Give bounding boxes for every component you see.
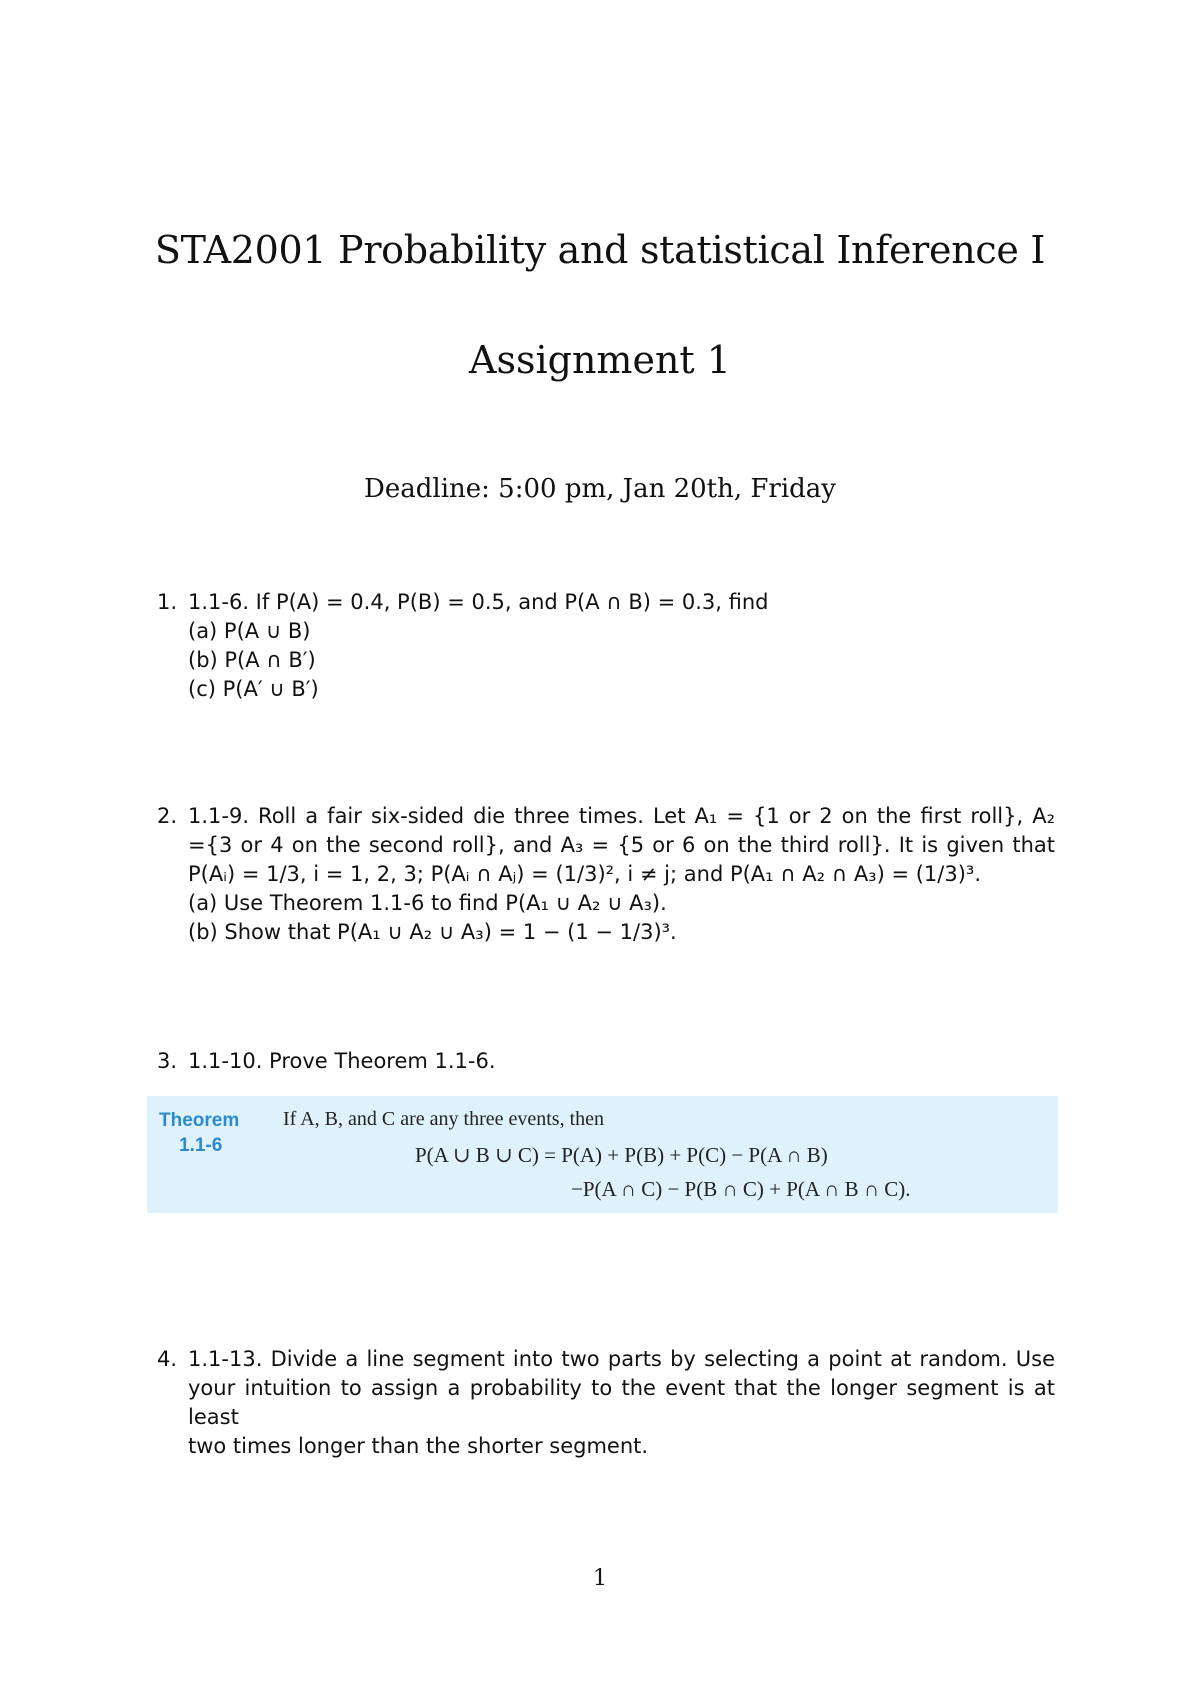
problem-body	[188, 1047, 1055, 1076]
theorem-statement: If A, B, and C are any three events, then	[283, 1108, 605, 1130]
problem-text-line: 1.1-10. Prove Theorem 1.1-6.	[188, 1049, 496, 1073]
problem-2	[157, 802, 1055, 947]
problem-number: 4.	[157, 1347, 178, 1371]
theorem-label	[159, 1108, 259, 1158]
theorem-label-number: 1.1-6	[179, 1135, 223, 1156]
theorem-box	[147, 1096, 1058, 1213]
document-title: STA2001 Probability and statistical Inference I	[154, 228, 1046, 272]
problem-part-c: (c) P(A′ ∪ B′)	[188, 677, 319, 701]
problem-number: 3.	[157, 1049, 178, 1073]
problem-body	[188, 802, 1055, 947]
problem-number: 1.	[157, 590, 178, 614]
problem-text-line: P(Aᵢ) = 1/3, i = 1, 2, 3; P(Aᵢ ∩ Aⱼ) = (1/3)², i ≠ j; and P(A₁ ∩ A₂ ∩ A₃) = (1/3)³.	[188, 862, 982, 886]
problem-body	[188, 1345, 1055, 1461]
problem-body	[188, 588, 1055, 704]
problem-text-line: your intuition to assign a probability to the event that the longer segment is at least	[188, 1376, 1055, 1429]
problem-number: 2.	[157, 804, 178, 828]
problem-4	[157, 1345, 1055, 1461]
theorem-equation-line-2: −P(A ∩ C) − P(B ∩ C) + P(A ∩ B ∩ C).	[571, 1177, 911, 1201]
theorem-equation-line-1: P(A ∪ B ∪ C) = P(A) + P(B) + P(C) − P(A ∩ B)	[415, 1143, 828, 1167]
problem-text-line: 1.1-9. Roll a fair six-sided die three times. Let A₁ = {1 or 2 on the first roll}, A₂	[188, 804, 1055, 828]
problem-part-a: (a) Use Theorem 1.1-6 to find P(A₁ ∪ A₂ ∪ A₃).	[188, 891, 667, 915]
problem-3	[157, 1047, 1055, 1076]
problem-text-line: ={3 or 4 on the second roll}, and A₃ = {5 or 6 on the third roll}. It is given that	[188, 833, 1055, 857]
problem-text-line: 1.1-6. If P(A) = 0.4, P(B) = 0.5, and P(A ∩ B) = 0.3, find	[188, 590, 769, 614]
problem-part-b: (b) P(A ∩ B′)	[188, 648, 316, 672]
deadline-text: Deadline: 5:00 pm, Jan 20th, Friday	[364, 474, 836, 504]
assignment-title: Assignment 1	[469, 338, 731, 382]
page-number: 1	[593, 1566, 607, 1591]
problem-text-line: two times longer than the shorter segment.	[188, 1434, 649, 1458]
problem-text-line: 1.1-13. Divide a line segment into two parts by selecting a point at random. Use	[188, 1347, 1055, 1371]
problem-part-a: (a) P(A ∪ B)	[188, 619, 311, 643]
problem-part-b: (b) Show that P(A₁ ∪ A₂ ∪ A₃) = 1 − (1 − 1/3)³.	[188, 920, 677, 944]
theorem-label-word: Theorem	[159, 1110, 240, 1131]
problem-1	[157, 588, 1055, 704]
